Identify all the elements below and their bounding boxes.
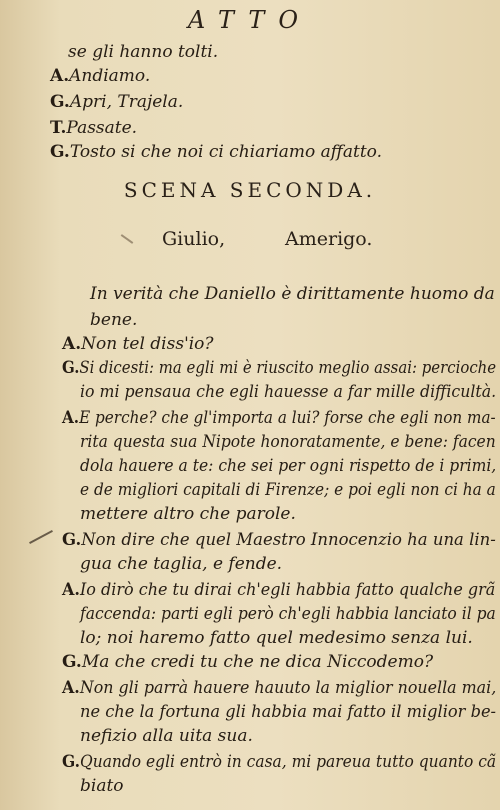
dialogue-line: A.E perche? che gl'importa a lui? forse che egli non ma- bbox=[62, 408, 496, 428]
dialogue-line: G.Si dicesti: ma egli mi è riuscito meglio assai: percioche bbox=[62, 358, 497, 378]
speaker-label: G. bbox=[62, 358, 80, 378]
dialogue-line: G.Quando egli entrò in casa, mi pareua tutto quanto cã bbox=[62, 752, 497, 772]
speaker-label: A. bbox=[50, 66, 70, 86]
dialogue-line: G.Tosto si che noi ci chiariamo affatto. bbox=[50, 142, 382, 162]
speaker-label: G. bbox=[62, 752, 81, 772]
speaker-label: A. bbox=[62, 334, 82, 354]
dialogue-line: lo; noi haremo fatto quel medesimo senza lui. bbox=[80, 628, 473, 648]
dialogue-line: faccenda: parti egli però ch'egli habbia lanciato il pa bbox=[80, 604, 496, 624]
dialogue-line: e de migliori capitali di Firenze; e poi egli non ci ha a bbox=[80, 480, 496, 500]
dialogue-line: A.Non gli parrà hauere hauuto la miglior nouella mai, bbox=[62, 678, 497, 698]
running-header: ATTO bbox=[187, 6, 313, 34]
dialogue-line: gua che taglia, e fende. bbox=[80, 554, 283, 574]
dialogue-line: bene. bbox=[90, 310, 138, 330]
speaker-label: G. bbox=[50, 142, 70, 162]
dialogue-line: dola hauere a te: che sei per ogni rispetto de i primi, bbox=[80, 456, 497, 476]
speaker-label: A. bbox=[62, 580, 80, 600]
dialogue-line: In verità che Daniello è dirittamente huomo da bbox=[90, 284, 495, 304]
speaker-label: G. bbox=[62, 530, 82, 550]
pen-mark bbox=[29, 530, 53, 544]
speaker-label: G. bbox=[50, 92, 70, 112]
speaker-label: A. bbox=[62, 678, 80, 698]
dialogue-line: A.Non tel diss'io? bbox=[62, 334, 214, 354]
dialogue-line: G.Non dire che quel Maestro Innocenzio ha una lin- bbox=[62, 530, 496, 550]
dialogue-line: G.Ma che credi tu che ne dica Niccodemo? bbox=[62, 652, 434, 672]
dialogue-line: rita questa sua Nipote honoratamente, e bene: facen bbox=[80, 432, 496, 452]
dialogue-line: se gli hanno tolti. bbox=[68, 42, 219, 62]
speaker-label: G. bbox=[62, 652, 82, 672]
speaker-label: A. bbox=[62, 408, 80, 428]
character-name: Giulio, bbox=[162, 228, 226, 250]
dialogue-line: ne che la fortuna gli habbia mai fatto il miglior be- bbox=[80, 702, 497, 722]
dialogue-line: biato bbox=[80, 776, 124, 796]
dialogue-line: io mi pensaua che egli hauesse a far mille difficultà. bbox=[80, 382, 497, 402]
dialogue-line: nefizio alla uita sua. bbox=[80, 726, 253, 746]
dialogue-line: mettere altro che parole. bbox=[80, 504, 296, 524]
dialogue-line: A.Andiamo. bbox=[50, 66, 151, 86]
pen-mark bbox=[121, 234, 134, 244]
scene-heading: SCENA SECONDA. bbox=[123, 178, 377, 202]
speaker-label: T. bbox=[50, 118, 67, 138]
dialogue-line: T.Passate. bbox=[50, 118, 138, 138]
dialogue-line: A.Io dirò che tu dirai ch'egli habbia fatto qualche grã bbox=[62, 580, 496, 600]
dialogue-line: G.Apri, Trajela. bbox=[50, 92, 184, 112]
character-name: Amerigo. bbox=[285, 228, 373, 250]
